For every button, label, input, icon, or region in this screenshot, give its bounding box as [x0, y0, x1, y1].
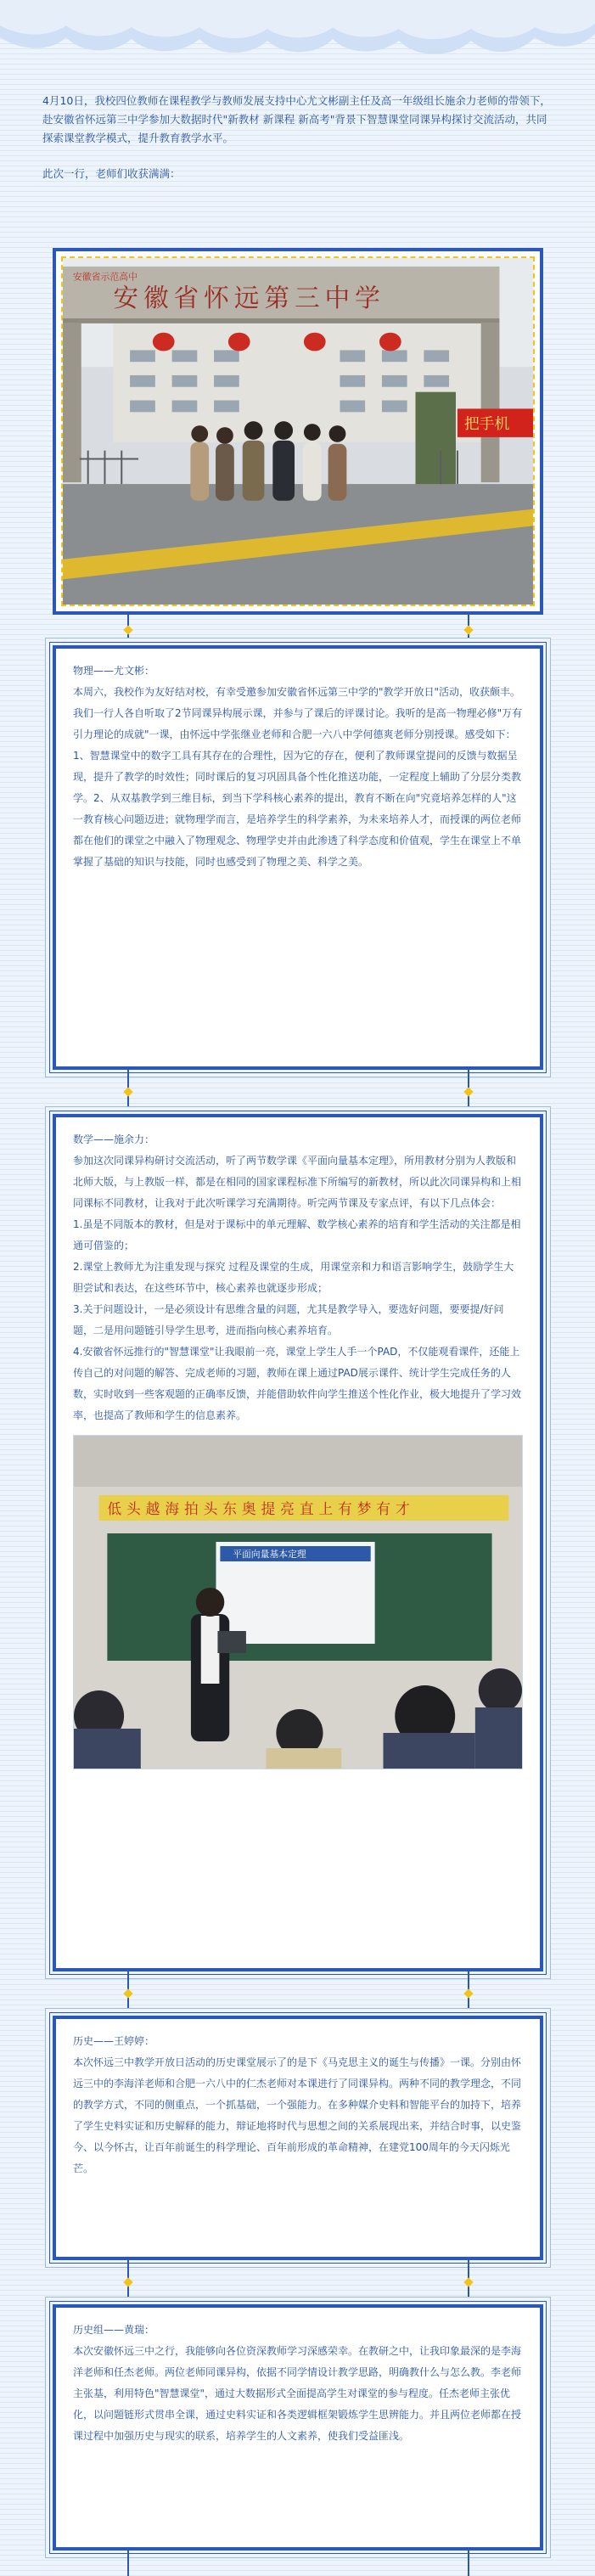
school-gate-photo-frame [53, 248, 543, 615]
math-card-title: 数学——施余力： [73, 1133, 155, 1145]
gate-name-text: 安徽省怀远第三中学 [113, 284, 385, 313]
physics-card-text: 本周六，我校作为友好结对校，有幸受邀参加安徽省怀远第三中学的"教学开放日"活动，收获颇丰。我们一行人各自听取了2节同课异构展示课，并参与了课后的评课讨论。我听的是高一物理必修"万有引力理论的成就"一课，由怀远中学张继业老师和合肥一六八中学何德爽老师分别授课。感受如下：1、智慧课堂中的数字工具有其存在的合理性，因为它的存在，便利了教师课堂提问的反馈与数据呈现，提升了教学的时效性；同时课后的复习巩固具备个性化推送功能，一定程度上辅助了分层分类教学。2、从双基教学到三维目标，到当下学科核心素养的提出，教育不断在向"究竟培养怎样的人"这一教育核心问题迈进；就物理学而言，是培养学生的科学素养，为未来培养人才，而授课的两位老师都在他们的课堂之中融入了物理观念、物理学史并由此渗透了科学态度和价值观，学生在课堂上不单掌握了基础的知识与技能，同时也感受到了物理之美、科学之美。 [73, 686, 523, 868]
intro-text [42, 92, 556, 200]
connector-diamond [123, 1087, 132, 1096]
school-gate-photo [61, 256, 535, 606]
math-card-line: 3.关于问题设计，一是必须设计有思维含量的问题，尤其是教学导入，要选好问题，要要提/好问题，二是用问题链引导学生思考，进而指向核心素养培育。 [73, 1303, 504, 1336]
intro-paragraph: 4月10日，我校四位教师在课程教学与教师发展支持中心尤文彬副主任及高一年级组长施余力老师的带领下，赴安徽省怀远第三中学参加大数据时代"新教材 新课程 新高考"背景下智慧课堂同课异构探讨交流活动，共同探索课堂教学模式，提升教育教学水平。 [42, 94, 551, 144]
math-card-line: 参加这次同课异构研讨交流活动，听了两节数学课《平面向量基本定理》，所用教材分别为人教版和北师大版，与上教版一样，都是在相同的国家课程标准下所编写的新教材，所以此次同课异构和上相同课标不同教材，让我对于此次听课学习充满期待。听完两节课及专家点评，有以下几点体会： [73, 1155, 522, 1209]
connector-diamond [463, 1087, 473, 1096]
math-reflection-card [53, 1114, 543, 1971]
math-card-line: 2.课堂上教师尤为注重发现与探究 过程及课堂的生成，用课堂亲和力和语言影响学生，鼓励学生大胆尝试和表达，在这些环节中，核心素养也就逐步形成； [73, 1261, 514, 1294]
connector-diamond [463, 2277, 473, 2286]
screen-lesson-title: 平面向量基本定理 [233, 1548, 306, 1561]
banner-text: 把手机 [463, 416, 510, 434]
math-card-line: 4.安徽省怀远推行的"智慧课堂"让我眼前一亮，课堂上学生人手一个PAD，不仅能观看课件，还能上传自己的对问题的解答、完成老师的习题，教师在课上通过PAD展示课件、统计学生完成任务的人数，实时收到一些客观题的正确率反馈，并能借助软件向学生推送个性化作业，极大地提升了学习效率，也提高了教师和学生的信息素养。 [73, 1346, 522, 1421]
gate-top-text: 安徽省示范高中 [72, 271, 138, 283]
connector-line [468, 2551, 469, 2576]
classroom-banner-text: 低头越海拍头东奥提亮直上有梦有才 [107, 1499, 415, 1518]
connector-diamond [123, 2277, 132, 2286]
connector-diamond [463, 625, 473, 634]
history-card-title: 历史——王婷婷： [73, 2035, 155, 2047]
physics-reflection-card [53, 645, 543, 1070]
connector-line [127, 2551, 129, 2576]
cloud-header-decoration [0, 0, 595, 68]
history-group-card-title: 历史组——黄瑞： [73, 2324, 155, 2336]
classroom-photo [73, 1435, 523, 1769]
intro-lead-in: 此次一行，老师们收获满满： [42, 167, 181, 180]
history-group-card-text: 本次安徽怀远三中之行，我能够向各位资深教师学习深感荣幸。在教研之中，让我印象最深的是李海洋老师和任杰老师。两位老师同课异构，依据不同学情设计教学思路，明确教什么与怎么教。李老师主张基，利用特色"智慧课堂"，通过大数据形式全面提高学生对课堂的参与程度。任杰老师主张优化，以问题链形式贯串全课，通过史料实证和各类逻辑框架锻炼学生思辨能力。并且两位老师都在授课过程中加强历史与现实的联系，培养学生的人文素养，使我们受益匪浅。 [73, 2345, 522, 2442]
connector-diamond [463, 1988, 473, 1998]
math-card-line: 1.虽是不同版本的教材，但是对于课标中的单元理解、数学核心素养的培育和学生活动的关注都是相通可借鉴的； [73, 1218, 521, 1251]
history-reflection-card [53, 2016, 543, 2260]
connector-diamond [123, 625, 132, 634]
history-card-text: 本次怀远三中教学开放日活动的历史课堂展示了的是下《马克思主义的诞生与传播》一课。分别由怀远三中的李海洋老师和合肥一六八中的仁杰老师对本课进行了同课异构。两种不同的教学理念，不同的教学方式，不同的侧重点，一个抓基础，一个强能力。在多种媒介史料和智能平台的加持下，培养了学生史料实证和历史解释的能力，辩证地将时代与思想之间的关系展现出来，并结合时事，以史鉴今、以今怀古，让百年前诞生的科学理论、百年前形成的革命精神，在建党100周年的今天闪烁光芒。 [73, 2056, 522, 2174]
connector-diamond [123, 1988, 132, 1998]
history-group-reflection-card [53, 2304, 543, 2551]
physics-card-title: 物理——尤文彬： [73, 665, 155, 677]
